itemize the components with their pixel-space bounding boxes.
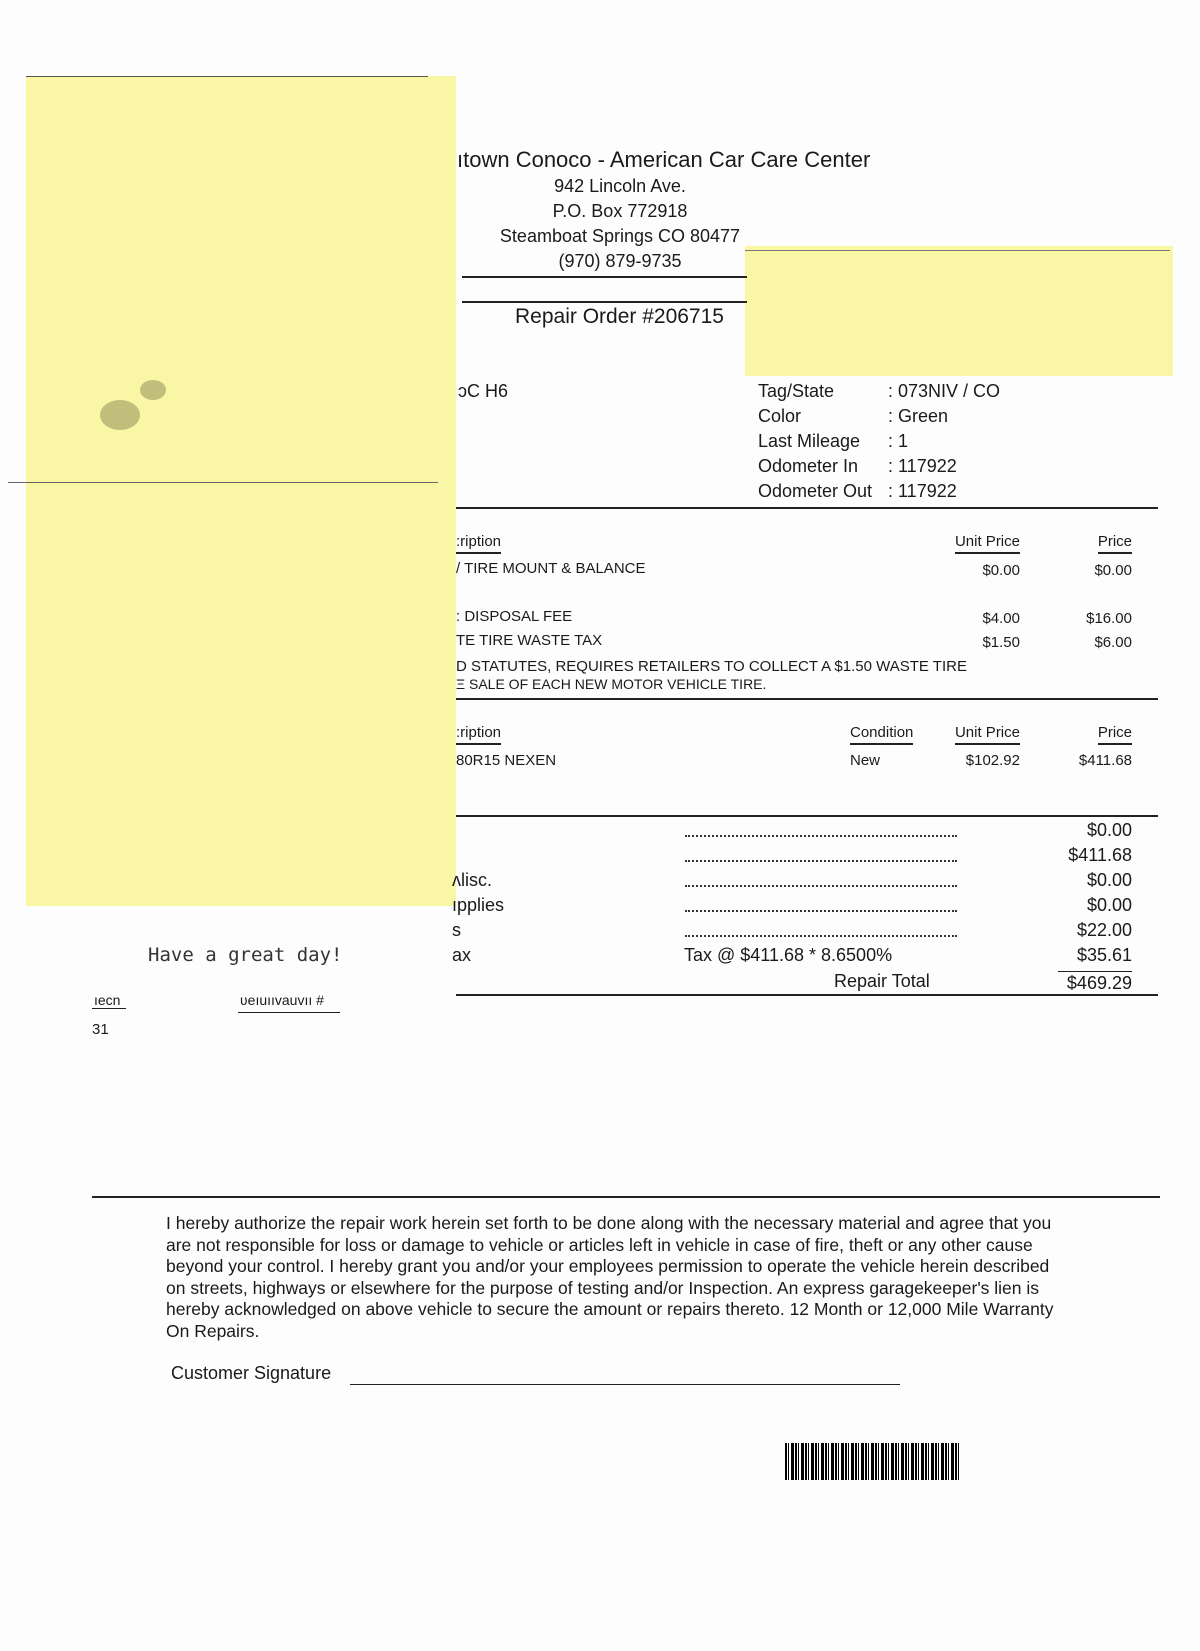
shop-city: Steamboat Springs CO 80477 <box>499 226 741 246</box>
statute-note-line1: D STATUTES, REQUIRES RETAILERS TO COLLECT A $1.50 WASTE TIRE <box>456 658 967 675</box>
smudge-mark <box>100 400 140 430</box>
field-label: Odometer Out <box>758 481 873 501</box>
field-label: Last Mileage <box>758 431 861 451</box>
leader-dots <box>685 885 957 887</box>
parts-divider <box>456 815 1158 817</box>
tax-note: Tax @ $411.68 * 8.6500% <box>684 945 893 965</box>
greeting-text: Have a great day! <box>148 944 343 966</box>
authorization-rule <box>92 1196 1160 1198</box>
part-unit-price: $102.92 <box>965 752 1020 769</box>
field-value: : 073NIV / CO <box>888 381 1001 401</box>
labor-description: / TIRE MOUNT & BALANCE <box>456 560 646 577</box>
authorization-text: I hereby authorize the repair work herein set forth to be done along with the necessary material and agree that you are not responsible for loss or damage to vehicle or articles left in vehicle in case of fire, theft or any other cause beyond your control. I hereby grant you and/or your employees permission to operate the vehicle herein described on streets, highways or elsewhere for the purpose of testing and/or Inspection. An express garagekeeper's lien is hereby acknowledged on above vehicle to secure the amount or repairs thereto. 12 Month or 12,000 Mile Warranty On Repairs. <box>166 1213 1054 1341</box>
leader-dots <box>685 910 957 912</box>
certification-label: ʋeıuııvauvıı # <box>240 993 324 1005</box>
part-condition: New <box>850 752 881 769</box>
note-edge-line <box>26 76 428 77</box>
labor-header-price: Price <box>1040 533 1132 550</box>
field-value: : 1 <box>888 431 909 451</box>
parts-header-description: :ription <box>456 724 501 741</box>
leader-dots <box>685 835 957 837</box>
sticky-note-left <box>26 76 456 906</box>
labor-price: $0.00 <box>1094 562 1132 579</box>
parts-header-unit-price: Unit Price <box>900 724 1020 741</box>
labor-header-description: :ription <box>456 533 501 550</box>
total-value: $35.61 <box>1076 945 1132 965</box>
labor-description: : DISPOSAL FEE <box>456 608 573 625</box>
labor-price: $16.00 <box>1086 610 1132 627</box>
tech-label: ıecn <box>94 993 121 1005</box>
field-label: Odometer In <box>758 456 859 476</box>
field-value: : Green <box>888 406 949 426</box>
vehicle-fragment: ↄC H6 <box>458 381 509 401</box>
signature-line[interactable] <box>350 1384 900 1385</box>
total-value: $0.00 <box>1086 895 1132 915</box>
labor-price: $6.00 <box>1094 634 1132 651</box>
labor-unit-price: $0.00 <box>982 562 1020 579</box>
total-value: $0.00 <box>1086 820 1132 840</box>
signature-label: Customer Signature <box>171 1363 332 1383</box>
total-label: ıpplies <box>452 895 505 915</box>
tech-number: 31 <box>92 1021 109 1038</box>
header-divider <box>462 276 747 278</box>
vehicle-divider <box>456 507 1158 509</box>
labor-unit-price: $4.00 <box>982 610 1020 627</box>
labor-header-unit-price: Unit Price <box>900 533 1020 550</box>
shop-po-box: P.O. Box 772918 <box>552 201 688 221</box>
header-divider-2 <box>462 301 747 303</box>
part-price: $411.68 <box>1078 752 1132 769</box>
field-value: : 117922 <box>888 481 957 501</box>
parts-header-condition: Condition <box>850 724 913 741</box>
leader-dots <box>685 935 957 937</box>
total-label: ax <box>452 945 472 965</box>
totals-bottom-rule <box>456 994 1158 996</box>
smudge-mark <box>140 380 166 400</box>
labor-unit-price: $1.50 <box>982 634 1020 651</box>
certification-underline <box>238 1012 340 1013</box>
total-value: $411.68 <box>1068 845 1132 865</box>
note-fold-line <box>8 482 438 483</box>
shop-name: ıtown Conoco - American Car Care Center <box>457 147 871 172</box>
field-value: : 117922 <box>888 456 957 476</box>
repair-order-number: Repair Order #206715 <box>515 305 724 328</box>
leader-dots <box>685 860 957 862</box>
total-value: $22.00 <box>1076 920 1132 940</box>
repair-total-value: $469.29 <box>1066 973 1132 993</box>
repair-total-label: Repair Total <box>834 971 930 991</box>
labor-divider <box>456 698 1158 700</box>
total-label: s <box>452 920 461 940</box>
shop-address: 942 Lincoln Ave. <box>554 176 686 196</box>
shop-phone: (970) 879-9735 <box>558 251 682 271</box>
statute-note-line2: Ξ SALE OF EACH NEW MOTOR VEHICLE TIRE. <box>456 676 767 692</box>
total-overline <box>1058 971 1132 972</box>
total-value: $0.00 <box>1086 870 1132 890</box>
labor-description: TE TIRE WASTE TAX <box>456 632 603 649</box>
total-label: ʌlisc. <box>452 870 492 890</box>
field-label: Color <box>758 406 802 426</box>
part-description: 80R15 NEXEN <box>456 752 557 769</box>
barcode <box>785 1443 960 1480</box>
tech-underline <box>92 1008 126 1009</box>
parts-header-price: Price <box>1040 724 1132 741</box>
field-label: Tag/State <box>758 381 835 401</box>
